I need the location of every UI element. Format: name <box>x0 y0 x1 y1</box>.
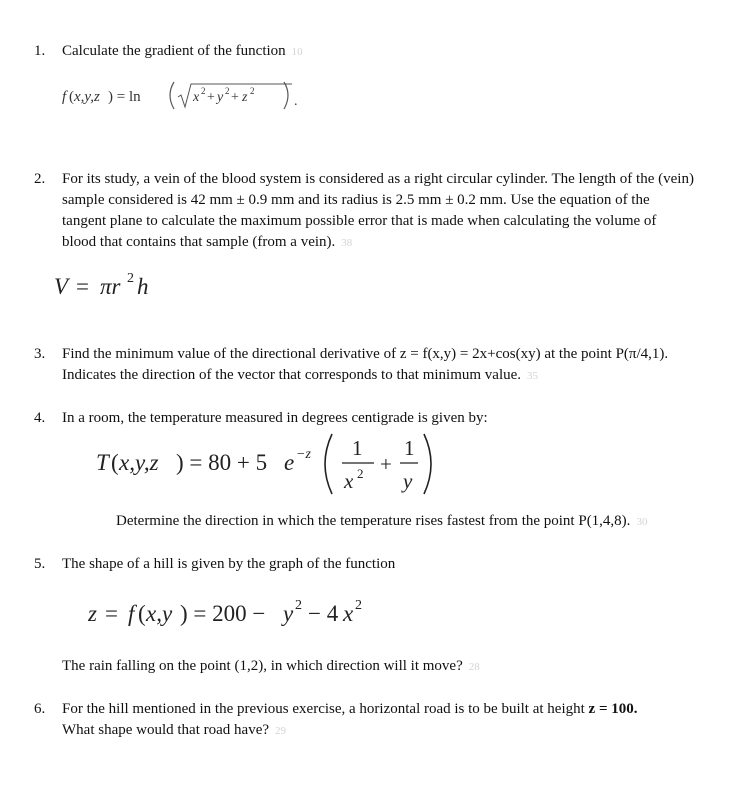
question-3 <box>34 344 694 387</box>
svg-text:+: + <box>207 90 215 105</box>
svg-text:(: ( <box>138 601 146 626</box>
points-value: 29 <box>275 725 287 737</box>
svg-text:x: x <box>193 90 200 105</box>
formula-hill-function <box>88 592 388 632</box>
question-text: For the hill mentioned in the previous exercise, a horizontal road is to be built at height <box>62 701 585 717</box>
question-text: The shape of a hill is given by the graph of the function <box>62 556 396 572</box>
svg-text:y: y <box>403 469 413 493</box>
svg-text:y: y <box>217 90 224 105</box>
svg-text:πr: πr <box>100 274 121 299</box>
question-5 <box>34 554 694 575</box>
points-value: 30 <box>636 516 648 528</box>
svg-text:2: 2 <box>295 598 302 613</box>
formula-gradient-function <box>62 78 312 112</box>
svg-text:+: + <box>380 452 392 476</box>
svg-text:x,y: x,y <box>146 601 173 626</box>
question-number: 4. <box>34 410 46 426</box>
svg-text:y: y <box>283 601 294 626</box>
points-value: 35 <box>527 370 539 382</box>
question-number: 2. <box>34 171 46 187</box>
svg-text:=: = <box>76 274 89 299</box>
svg-text:=: = <box>105 601 118 626</box>
question-note: The rain falling on the point (1,2), in which direction will it move? <box>62 658 463 674</box>
question-text: For its study, a vein of the blood system is considered as a right circular cylinder. The length of the (vein) sample considered is 42 mm ± 0.9 mm and its radius is 2.5 mm ± 0.2 mm. Use the equation of the tangent plane to calculate the maximum possible error that is made when calculating the volume of blood that contains that sample (from a vein). <box>62 171 694 250</box>
svg-text:1: 1 <box>352 436 363 460</box>
svg-text:+: + <box>231 90 239 105</box>
svg-text:2: 2 <box>355 598 362 613</box>
question-2 <box>34 169 694 254</box>
question-bold-value: z = 100. <box>588 701 638 717</box>
formula-temperature <box>96 428 446 500</box>
question-4-note <box>116 511 647 533</box>
svg-text:.: . <box>294 94 298 109</box>
points-value: 28 <box>468 661 480 673</box>
svg-text:− 4: − 4 <box>308 601 339 626</box>
svg-text:V: V <box>54 274 69 299</box>
svg-text:z: z <box>88 601 97 626</box>
points-value: 10 <box>291 46 303 58</box>
svg-text:x,y,z: x,y,z <box>119 450 159 475</box>
svg-text:1: 1 <box>404 436 415 460</box>
svg-text:2: 2 <box>127 271 134 286</box>
svg-text:) = 200 −: ) = 200 − <box>180 601 266 626</box>
svg-text:T: T <box>96 450 109 475</box>
svg-text:(: ( <box>69 89 74 105</box>
question-note: Determine the direction in which the temperature rises fastest from the point P(1,4,8). <box>116 513 631 529</box>
question-number: 1. <box>34 43 46 59</box>
svg-text:) = 80 + 5: ) = 80 + 5 <box>176 450 268 475</box>
question-5-note <box>62 656 480 678</box>
svg-text:2: 2 <box>225 86 230 96</box>
question-4 <box>34 408 694 429</box>
svg-text:−z: −z <box>296 447 311 462</box>
question-number: 3. <box>34 346 46 362</box>
svg-text:x,y,z: x,y,z <box>74 89 100 105</box>
svg-text:2: 2 <box>250 86 255 96</box>
svg-text:f: f <box>128 601 135 626</box>
formula-cylinder-volume <box>54 266 174 302</box>
svg-text:e: e <box>284 450 295 475</box>
question-6 <box>34 699 694 742</box>
points-value: 38 <box>341 237 353 249</box>
question-text: Find the minimum value of the directional derivative of z = f(x,y) = 2x+cos(xy) at the point P(π/4,1). Indicates the direction of the vector that corresponds to that minimum value. <box>62 346 669 383</box>
svg-text:2: 2 <box>201 86 206 96</box>
svg-text:f: f <box>62 89 67 105</box>
question-text-continued: What shape would that road have? <box>62 722 270 738</box>
svg-text:) = ln: ) = ln <box>108 89 141 105</box>
question-number: 6. <box>34 701 46 717</box>
question-text: Calculate the gradient of the function <box>62 43 286 59</box>
svg-text:x: x <box>343 601 354 626</box>
question-number: 5. <box>34 556 46 572</box>
svg-text:h: h <box>137 274 149 299</box>
svg-text:z: z <box>242 90 248 105</box>
svg-text:2: 2 <box>357 466 364 481</box>
question-text: In a room, the temperature measured in degrees centigrade is given by: <box>62 410 488 426</box>
svg-text:x: x <box>344 469 354 493</box>
svg-text:(: ( <box>111 450 119 475</box>
question-1 <box>34 41 694 63</box>
